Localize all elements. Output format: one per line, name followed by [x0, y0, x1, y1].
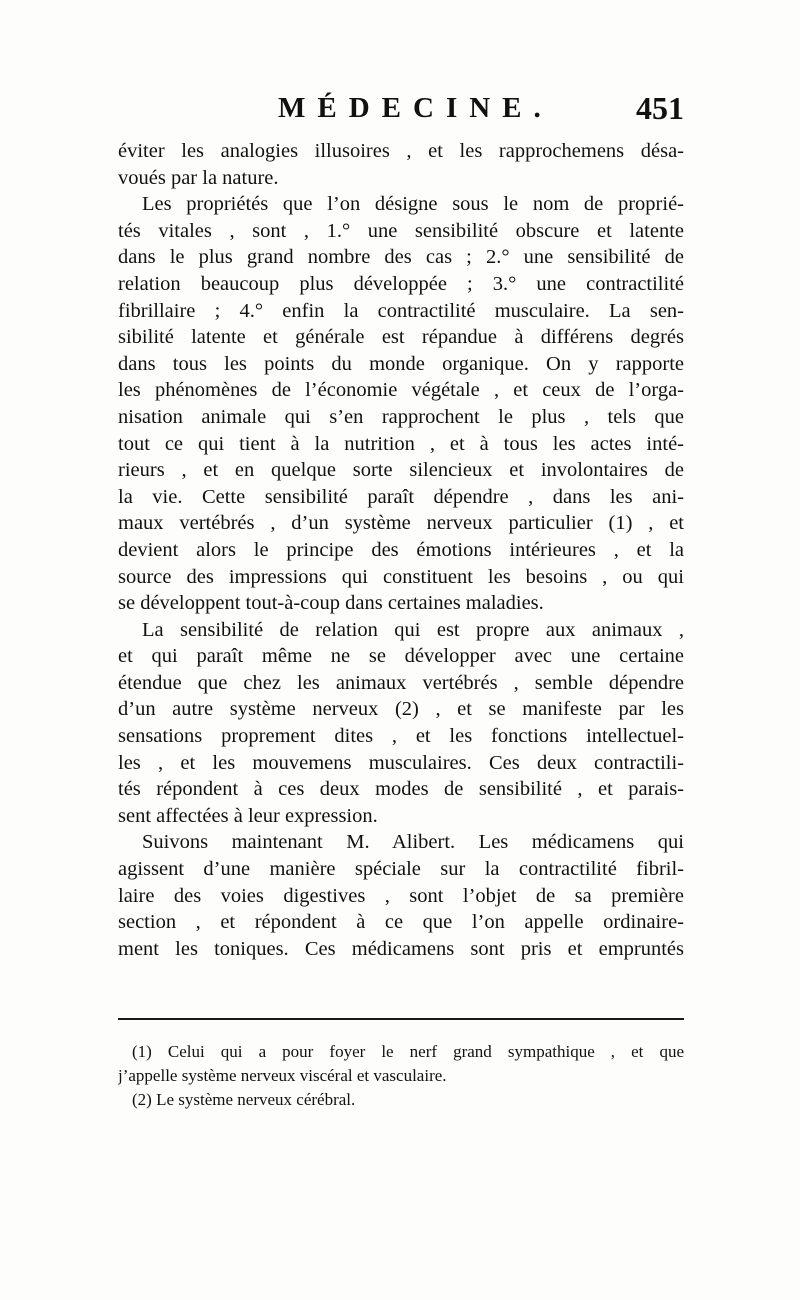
- text-line: et qui paraît même ne se développer avec une certaine: [118, 645, 684, 668]
- text-line: tés vitales , sont , 1.° une sensibilité obscure et latente: [118, 219, 684, 242]
- text-line: devient alors le principe des émotions intérieures , et la: [118, 538, 684, 561]
- text-line: voués par la nature.: [118, 166, 279, 189]
- text-line: Les propriétés que l’on désigne sous le nom de proprié-: [142, 193, 684, 216]
- footnote-line: (2) Le système nerveux cérébral.: [132, 1090, 356, 1109]
- body-text: [118, 138, 684, 962]
- page-number: 451: [636, 90, 684, 126]
- text-line: section , et répondent à ce que l’on appelle ordinaire-: [118, 911, 684, 934]
- text-line: les , et les mouvemens musculaires. Ces deux contractili-: [118, 751, 684, 774]
- text-line: relation beaucoup plus développée ; 3.° une contractilité: [118, 272, 684, 295]
- text-line: sent affectées à leur expression.: [118, 804, 378, 827]
- footnotes: [118, 1040, 684, 1112]
- text-line: se développent tout-à-coup dans certaines maladies.: [118, 592, 544, 615]
- text-line: source des impressions qui constituent les besoins , ou qui: [118, 565, 684, 588]
- text-line: tout ce qui tient à la nutrition , et à tous les actes inté-: [118, 432, 684, 455]
- running-title: MÉDECINE.: [278, 92, 553, 124]
- text-line: laire des voies digestives , sont l’objet de sa première: [118, 884, 684, 907]
- text-line: Suivons maintenant M. Alibert. Les médicamens qui: [142, 831, 684, 854]
- text-line: éviter les analogies illusoires , et les rapprochemens désa-: [118, 140, 684, 162]
- footnote-line: (1) Celui qui a pour foyer le nerf grand sympathique , et que: [132, 1042, 684, 1061]
- footnote-line: j’appelle système nerveux viscéral et vasculaire.: [118, 1066, 447, 1085]
- page-header: [118, 92, 684, 132]
- text-line: La sensibilité de relation qui est propre aux animaux ,: [142, 618, 684, 641]
- text-line: nisation animale qui s’en rapprochent le plus , tels que: [118, 405, 684, 428]
- text-line: rieurs , et en quelque sorte silencieux et involontaires de: [118, 459, 684, 482]
- text-line: d’un autre système nerveux (2) , et se manifeste par les: [118, 698, 684, 721]
- text-line: tés répondent à ces deux modes de sensibilité , et parais-: [118, 778, 684, 801]
- text-line: étendue que chez les animaux vertébrés , semble dépendre: [118, 671, 684, 694]
- text-line: dans le plus grand nombre des cas ; 2.° une sensibilité de: [118, 246, 684, 269]
- text-line: fibrillaire ; 4.° enfin la contractilité musculaire. La sen-: [118, 299, 684, 322]
- text-line: la vie. Cette sensibilité paraît dépendre , dans les ani-: [118, 485, 684, 508]
- text-line: ment les toniques. Ces médicamens sont pris et empruntés: [118, 937, 684, 960]
- text-line: sensations proprement dites , et les fonctions intellectuel-: [118, 725, 684, 748]
- text-line: les phénomènes de l’économie végétale , et ceux de l’orga-: [118, 379, 684, 402]
- text-line: sibilité latente et générale est répandue à différens degrés: [118, 326, 684, 349]
- text-line: dans tous les points du monde organique. On y rapporte: [118, 352, 684, 375]
- footnote-rule: [118, 1018, 684, 1020]
- text-line: maux vertébrés , d’un système nerveux particulier (1) , et: [118, 512, 684, 535]
- text-line: agissent d’une manière spéciale sur la contractilité fibril-: [118, 858, 684, 881]
